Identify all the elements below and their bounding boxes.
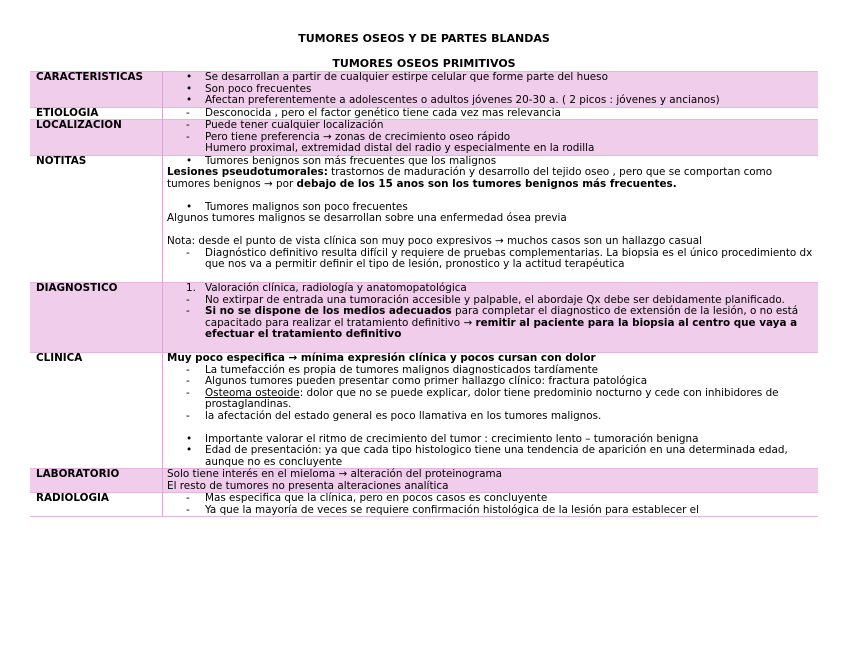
bullet-icon: •: [186, 200, 193, 213]
dash-icon: -: [186, 386, 190, 399]
paragraph-heading: Muy poco especifica → mínima expresión clínica y pocos cursan con dolor: [167, 352, 596, 364]
paragraph: El resto de tumores no presenta alteraciones analítica: [167, 479, 449, 492]
dash-icon: -: [186, 375, 190, 387]
bullet-icon: •: [186, 432, 193, 445]
row-caracteristicas: [30, 72, 818, 108]
dash-icon: -: [186, 503, 190, 516]
dash-icon: -: [186, 246, 190, 259]
page-title: TUMORES OSEOS Y DE PARTES BLANDAS: [298, 32, 550, 45]
bullet-icon: •: [186, 154, 193, 167]
content-radiologia: [163, 493, 819, 517]
label-clinica: CLINICA: [30, 353, 163, 469]
list-item: • Edad de presentación: ya que cada tipo histologico tiene una tendencia de aparición en una determinada edad, aunque no es concluyente: [186, 444, 788, 468]
row-etiologia: [30, 107, 818, 120]
list-item: 1. Valoración clínica, radiología y anatomopatológica: [186, 282, 467, 294]
list-item: - Si no se dispone de los medios adecuados para completar el diagnostico de extensión de la lesión, o no está capacitado para realizar el tratamiento definitivo → remitir al paciente para la biopsia al centro que vaya a efectuar el tratamiento definitivo: [186, 305, 799, 340]
row-localizacion: [30, 120, 818, 156]
dash-icon: -: [186, 363, 190, 376]
row-notitas: [30, 155, 818, 283]
list-item: • Importante valorar el ritmo de crecimiento del tumor : crecimiento lento – tumoración benigna: [186, 432, 699, 445]
section-title: TUMORES OSEOS PRIMITIVOS: [332, 57, 516, 70]
bullet-icon: •: [186, 94, 193, 106]
content-laboratorio: [163, 469, 819, 493]
paragraph: Algunos tumores malignos se desarrollan sobre una enfermedad ósea previa: [167, 212, 567, 224]
row-radiologia: [30, 493, 818, 517]
paragraph: Nota: desde el punto de vista clínica son muy poco expresivos → muchos casos son un hallazgo casual: [167, 235, 702, 247]
list-item: - Ya que la mayoría de veces se requiere confirmación histológica de la lesión para establecer el: [186, 503, 699, 516]
tumor-table: [30, 71, 818, 517]
label-laboratorio: LABORATORIO: [30, 469, 163, 493]
label-radiologia: RADIOLOGIA: [30, 493, 163, 517]
label-etiologia: ETIOLOGIA: [30, 107, 163, 120]
list-item: - la afectación del estado general es poco llamativa en los tumores malignos.: [186, 409, 602, 422]
paragraph: Lesiones pseudotumorales: trastornos de maduración y desarrollo del tejido oseo , pero que se comportan como tumores benignos → por debajo de los 15 anos son los tumores benignos más frecuentes.: [167, 166, 773, 190]
list-item: • Se desarrollan a partir de cualquier estirpe celular que forme parte del hueso: [186, 71, 608, 83]
dash-icon: -: [186, 119, 190, 131]
row-diagnostico: [30, 283, 818, 353]
content-localizacion: [163, 120, 819, 156]
dash-icon: -: [186, 409, 190, 422]
bullet-icon: •: [186, 71, 193, 83]
dash-icon: -: [186, 130, 190, 143]
list-item: • Afectan preferentemente a adolescentes o adultos jóvenes 20-30 a. ( 2 picos : jóvenes y ancianos): [186, 94, 720, 106]
bullet-icon: •: [186, 82, 193, 95]
list-item: - Pero tiene preferencia → zonas de crecimiento oseo rápido: [186, 130, 511, 143]
number-marker: 1.: [186, 282, 196, 294]
list-item-continuation: Humero proximal, extremidad distal del radio y especialmente en la rodilla: [205, 142, 595, 154]
list-item: - Desconocida , pero el factor genético tiene cada vez mas relevancia: [186, 106, 561, 119]
label-notitas: NOTITAS: [30, 155, 163, 283]
list-item: - Algunos tumores pueden presentar como primer hallazgo clínico: fractura patológica: [186, 375, 648, 387]
paragraph: Solo tiene interés en el mieloma → alteración del proteinograma: [167, 468, 502, 480]
content-notitas: [163, 155, 819, 283]
label-diagnostico: DIAGNOSTICO: [30, 283, 163, 353]
row-laboratorio: [30, 469, 818, 493]
dash-icon: -: [186, 106, 190, 119]
list-item: • Tumores malignos son poco frecuentes: [186, 200, 408, 213]
list-item: - Mas especifica que la clínica, pero en pocos casos es concluyente: [186, 492, 548, 504]
content-clinica: [163, 353, 819, 469]
label-caracteristicas: CARACTERISTICAS: [30, 72, 163, 108]
list-item: - La tumefacción es propia de tumores malignos diagnosticados tardíamente: [186, 363, 599, 376]
content-etiologia: [163, 107, 819, 120]
list-item: - Diagnóstico definitivo resulta difícil y requiere de pruebas complementarias. La biopsia es el único procedimiento dx que nos va a permitir definir el tipo de lesión, pronostico y la actitud terapéutica: [186, 246, 813, 270]
label-localizacion: LOCALIZACION: [30, 120, 163, 156]
list-item: - No extirpar de entrada una tumoración accesible y palpable, el abordaje Qx debe ser debidamente planificado.: [186, 293, 785, 306]
dash-icon: -: [186, 492, 190, 504]
list-item: • Tumores benignos son más frecuentes que los malignos: [186, 154, 497, 167]
content-caracteristicas: [163, 72, 819, 108]
row-clinica: [30, 353, 818, 469]
dash-icon: -: [186, 305, 190, 317]
bullet-icon: •: [186, 444, 193, 456]
list-item: - Puede tener cualquier localización: [186, 119, 384, 131]
list-item: • Son poco frecuentes: [186, 82, 312, 95]
list-item: - Osteoma osteoide: dolor que no se puede explicar, dolor tiene predominio nocturno y cede con inhibidores de prostaglandinas.: [186, 386, 779, 410]
dash-icon: -: [186, 293, 190, 306]
content-diagnostico: [163, 283, 819, 353]
